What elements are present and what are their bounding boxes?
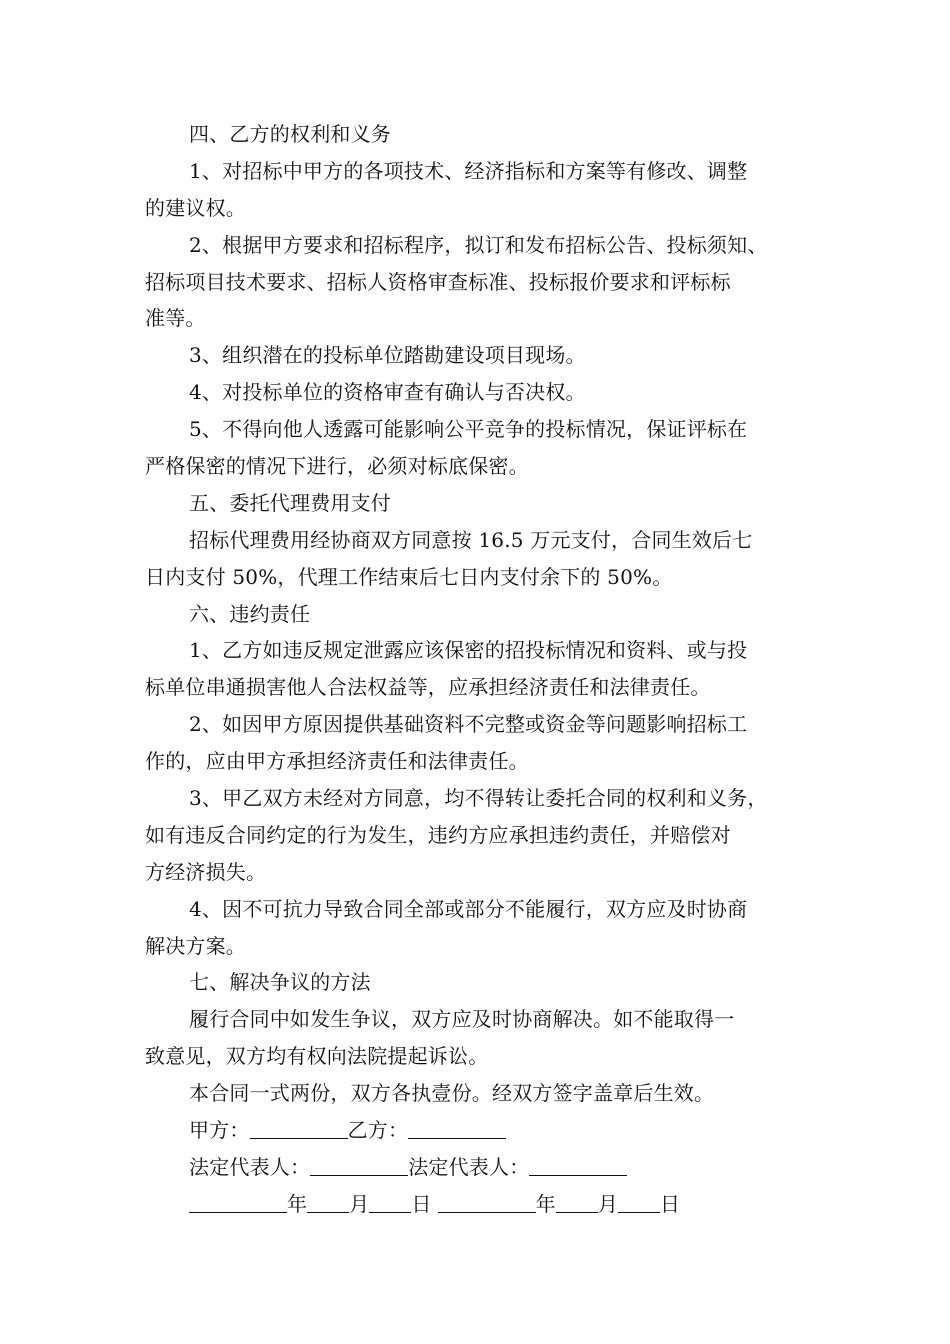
- party-b-label: 乙方：: [347, 1118, 409, 1143]
- section-4-item-5-line-2: 严格保密的情况下进行，必须对标底保密。: [145, 454, 529, 479]
- date-b-day-label: 日: [660, 1191, 681, 1216]
- section-7-para-line-2: 致意见，双方均有权向法院提起诉讼。: [145, 1044, 489, 1069]
- section-6-item-2-line-1: 2、如因甲方原因提供基础资料不完整或资金等问题影响招标工: [189, 712, 748, 737]
- section-6-item-4-line-1: 4、因不可抗力导致合同全部或部分不能履行，双方应及时协商: [189, 896, 748, 921]
- party-b-blank: [408, 1116, 506, 1139]
- date-b-year-label: 年: [535, 1191, 556, 1216]
- legal-rep-line: [145, 1149, 810, 1186]
- section-6-item-2-line-2: 作的，应由甲方承担经济责任和法律责任。: [145, 749, 529, 774]
- date-a-month-label: 月: [349, 1191, 370, 1216]
- section-6-item-1-line-2: 标单位串通损害他人合法权益等，应承担经济责任和法律责任。: [145, 675, 711, 700]
- date-a-year-blank: [189, 1190, 287, 1213]
- legal-rep-a-label: 法定代表人：: [189, 1154, 311, 1179]
- date-b-day-blank: [618, 1190, 660, 1213]
- section-4-item-5-line-1: 5、不得向他人透露可能影响公平竞争的投标情况，保证评标在: [189, 417, 748, 442]
- section-4-heading: 四、乙方的权利和义务: [189, 122, 391, 146]
- date-line: [145, 1186, 810, 1223]
- legal-rep-a-blank: [310, 1153, 408, 1176]
- section-6-item-3-line-2: 如有违反合同约定的行为发生，违约方应承担违约责任，并赔偿对: [145, 822, 731, 847]
- date-b-year-blank: [438, 1190, 536, 1213]
- section-6-item-1-line-1: 1、乙方如违反规定泄露应该保密的招投标情况和资料、或与投: [189, 638, 748, 663]
- section-6-item-3-line-3: 方经济损失。: [145, 859, 267, 884]
- section-5-para-line-2: 日内支付 50%，代理工作结束后七日内支付余下的 50%。: [145, 564, 673, 589]
- section-4-item-2-line-2: 招标项目技术要求、招标人资格审查标准、投标报价要求和评标标: [145, 269, 731, 294]
- date-a-day-label: 日: [411, 1191, 432, 1216]
- party-signature-line: [145, 1112, 810, 1149]
- party-a-label: 甲方：: [189, 1118, 250, 1143]
- section-7-heading: 七、解决争议的方法: [189, 970, 371, 995]
- date-b-month-label: 月: [597, 1191, 619, 1216]
- date-b-month-blank: [556, 1190, 598, 1213]
- contract-page: [145, 116, 810, 1223]
- section-4-item-1-line-1: 1、对招标中甲方的各项技术、经济指标和方案等有修改、调整: [189, 158, 748, 183]
- section-6-item-3-line-1: 3、甲乙双方未经对方同意，均不得转让委托合同的权利和义务，: [189, 786, 768, 811]
- section-6-heading: 六、违约责任: [189, 601, 311, 626]
- section-4-item-2-line-3: 准等。: [145, 306, 206, 331]
- section-4-item-2-line-1: 2、根据甲方要求和招标程序，拟订和发布招标公告、投标须知、: [189, 232, 768, 257]
- section-5-heading: 五、委托代理费用支付: [189, 490, 391, 515]
- section-4-item-1-line-2: 的建议权。: [145, 195, 246, 220]
- party-a-blank: [250, 1116, 348, 1139]
- section-5-para-line-1: 招标代理费用经协商双方同意按 16.5 万元支付，合同生效后七: [189, 527, 753, 552]
- date-a-day-blank: [369, 1190, 411, 1213]
- section-4-item-3: 3、组织潜在的投标单位踏勘建设项目现场。: [189, 343, 586, 368]
- section-7-para-line-1: 履行合同中如发生争议，双方应及时协商解决。如不能取得一: [189, 1007, 735, 1032]
- legal-rep-b-blank: [529, 1153, 627, 1176]
- legal-rep-b-label: 法定代表人：: [408, 1154, 530, 1179]
- section-6-item-4-line-2: 解决方案。: [145, 933, 246, 958]
- copies-clause: 本合同一式两份，双方各执壹份。经双方签字盖章后生效。: [189, 1081, 715, 1106]
- date-a-year-label: 年: [287, 1191, 308, 1216]
- section-4-item-4: 4、对投标单位的资格审查有确认与否决权。: [189, 380, 586, 405]
- date-a-month-blank: [307, 1190, 349, 1213]
